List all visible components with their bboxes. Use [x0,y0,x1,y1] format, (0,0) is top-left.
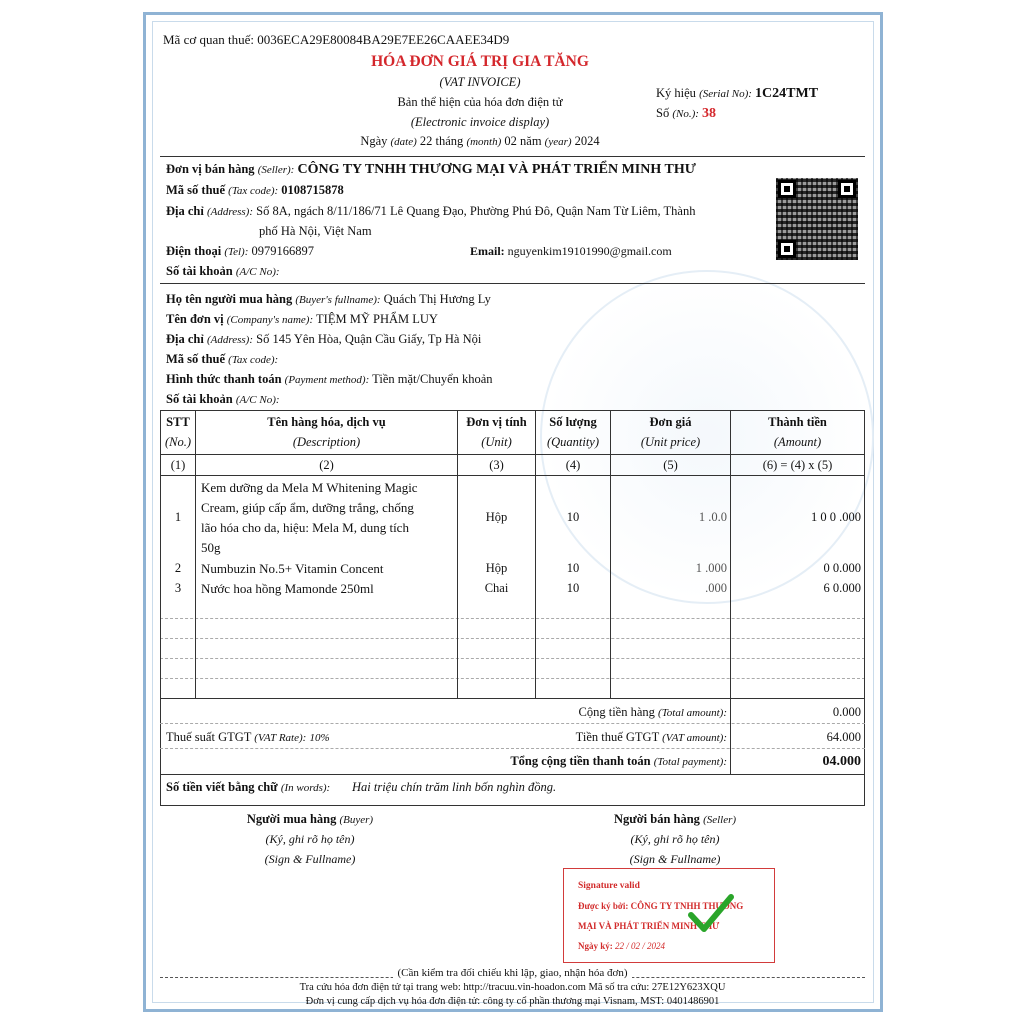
seller-tax-row [166,182,344,199]
row1-amount: 1 0 0 .000 [811,510,861,524]
seller-email-row [470,243,672,259]
buyer-fullname-label: Họ tên người mua hàng [166,292,293,306]
amount-in-words: Hai triệu chín trăm linh bốn nghìn đồng. [352,780,557,794]
vat-amount-label-row [420,728,727,748]
invoice-number-label: Số [656,106,670,120]
header-unit-price: Đơn giá [649,415,692,429]
empty-row-line [160,658,865,659]
date-day: 22 [419,134,433,148]
seller-email-label: Email: [470,244,505,258]
row3-unit-price: .000 [705,581,727,595]
seller-name-label-en: (Seller): [257,164,295,176]
qr-code [776,178,858,260]
buyer-tax-label-en: (Tax code): [228,354,279,366]
grand-total-label-en: (Total payment): [653,756,727,768]
empty-row-line [160,618,865,619]
display-note: Bản thể hiện của hóa đơn điện tử [397,95,563,109]
date-month-label-en: (month) [466,136,502,148]
header-description: Tên hàng hóa, dịch vụ [267,415,386,429]
grand-total-label: Tổng cộng tiền thanh toán [510,754,651,768]
divider [160,156,865,157]
buyer-sign-note: (Ký, ghi rõ họ tên) [265,832,355,846]
header-quantity-en: (Quantity) [546,435,600,449]
buyer-tax-label: Mã số thuế [166,352,226,366]
invoice-title-en: (VAT INVOICE) [439,75,521,89]
buyer-address-row [166,331,481,348]
row3-unit: Chai [484,581,509,595]
vat-amount-value: 64.000 [826,730,861,744]
seller-name: CÔNG TY TNHH THƯƠNG MẠI VÀ PHÁT TRIỂN MINH THƯ [297,162,696,177]
header-no-en: (No.) [164,435,192,449]
header-amount-en: (Amount) [773,435,822,449]
row3-description: Nước hoa hồng Mamonde 250ml [201,581,374,596]
row1-quantity: 10 [566,510,580,524]
words-bottom [160,805,865,806]
totals-line [160,748,865,749]
buyer-payment: Tiền mặt/Chuyển khoản [372,372,493,386]
buyer-tax-row [166,351,278,368]
invoice-number-row [656,105,716,122]
amount-in-words-label-en: (In words): [280,782,331,794]
row3-no: 3 [174,581,182,595]
row1-description-line2: Cream, giúp cấp ẩm, dưỡng trắng, chống [201,500,414,515]
signed-date-label: Ngày ký: [578,941,613,951]
buyer-account-row [166,391,280,408]
checkmark-icon [688,893,734,933]
table-body-bottom [160,698,865,699]
seller-tax-label: Mã số thuế [166,183,226,197]
footer-check-note: (Cần kiểm tra đối chiếu khi lập, giao, nhận hóa đơn) [160,965,865,981]
footer-provider: Đơn vị cung cấp dịch vụ hóa đơn điện tử: công ty cổ phần thương mại Visnam, MST: 0401486901 [305,996,720,1007]
row2-unit: Hộp [485,561,508,575]
totals-line [160,723,865,724]
amount-in-words-row [166,778,330,798]
seller-address-label-en: (Address): [206,206,254,218]
buyer-payment-label-en: (Payment method): [284,374,370,386]
seller-name-row [166,161,696,178]
header-no-num: (1) [170,458,186,472]
vat-amount-label-en: (VAT amount): [662,732,727,744]
col-divider [535,410,536,698]
seller-name-label: Đơn vị bán hàng [166,162,255,176]
buyer-payment-row [166,371,493,388]
tax-authority-code: Mã cơ quan thuế: 0036ECA29E80084BA29E7EE26CAAEE34D9 [163,32,510,47]
invoice-title: HÓA ĐƠN GIÁ TRỊ GIA TĂNG [371,53,589,70]
row2-quantity: 10 [566,561,580,575]
divider [160,283,865,284]
empty-row-line [160,678,865,679]
subtotal-value: 0.000 [832,705,861,719]
serial-label-en: (Serial No): [699,88,752,100]
header-no: STT [166,415,190,429]
subtotal-label-en: (Total amount): [658,707,727,719]
totals-bottom [160,774,865,775]
footer-lookup: Tra cứu hóa đơn điện tử tại trang web: http://tracuu.vin-hoadon.com Mã số tra cứu: 27E12Y623XQU [299,982,726,993]
seller-sign-title-en: (Seller) [703,814,737,826]
seller-sign-title-row [585,811,765,828]
buyer-account-label-en: (A/C No): [235,394,280,406]
buyer-company-label-en: (Company's name): [226,314,314,326]
header-description-en: (Description) [292,435,361,449]
row2-no: 2 [174,561,182,575]
buyer-address-label-en: (Address): [206,334,254,346]
row1-unit: Hộp [485,510,508,524]
header-amount: Thành tiền [768,415,827,429]
header-quantity: Số lượng [549,415,597,429]
serial-value: 1C24TMT [755,86,819,101]
buyer-company: TIỆM MỸ PHẨM LUY [316,312,438,326]
signed-by-line1: Được ký bởi: CÔNG TY TNHH THƯƠNG [578,901,744,911]
table-right-border [864,410,865,806]
seller-sign-note-en: (Sign & Fullname) [629,852,721,866]
col-divider [610,410,611,698]
seller-phone-row [166,243,314,260]
table-top-border [160,410,865,411]
date-month: 02 [504,134,517,148]
seller-address-line1: Số 8A, ngách 8/11/186/71 Lê Quang Đạo, Phường Phú Đô, Quận Nam Từ Liêm, Thành [256,204,696,218]
table-header-divider [160,454,865,455]
display-note-en: (Electronic invoice display) [410,115,550,129]
buyer-fullname: Quách Thị Hương Ly [383,292,491,306]
header-unit-en: (Unit) [481,435,512,449]
header-amount-num: (6) = (4) x (5) [762,458,833,472]
row1-description-line3: lão hóa cho da, hiệu: Mela M, dung tích [201,520,409,535]
header-description-num: (2) [319,458,334,472]
serial-label: Ký hiệu [656,86,696,100]
seller-tax-label-en: (Tax code): [228,185,279,197]
buyer-company-row [166,311,438,328]
grand-total-value: 04.000 [822,754,861,769]
invoice-number: 38 [702,106,717,121]
buyer-company-label: Tên đơn vị [166,312,224,326]
invoice-date [330,133,630,150]
serial-row [656,85,818,102]
buyer-sign-title: Người mua hàng [246,812,337,826]
date-day-label: Ngày [360,134,388,148]
vat-rate-label-en: (VAT Rate): [254,732,307,744]
header-quantity-num: (4) [565,458,581,472]
header-unit-num: (3) [489,458,504,472]
signed-by-line2: MẠI VÀ PHÁT TRIỂN MINH THƯ [578,921,720,931]
table-colnum-divider [160,475,865,476]
row3-amount: 6 0.000 [823,581,861,595]
vat-rate-label: Thuế suất GTGT [166,730,252,744]
seller-sign-title: Người bán hàng [613,812,700,826]
seller-address-row [166,203,695,220]
subtotal-label-row [420,703,727,723]
row1-description-line4: 50g [201,540,221,555]
buyer-sign-note-en: (Sign & Fullname) [264,852,356,866]
date-day-label-en: (date) [390,136,417,148]
buyer-account-label: Số tài khoản [166,392,233,406]
col-divider [195,410,196,698]
invoice-number-label-en: (No.): [672,108,699,120]
row1-unit-price: 1 .0.0 [698,510,727,524]
seller-address-line2: phố Hà Nội, Việt Nam [259,224,372,238]
date-month-label: tháng [435,134,464,148]
seller-phone-label-en: (Tel): [224,246,249,258]
signed-date: 22 / 02 / 2024 [615,941,666,951]
signed-date-row [578,941,665,951]
date-year: 2024 [574,134,600,148]
buyer-address-label: Địa chỉ [166,332,204,346]
amount-in-words-label: Số tiền viết bằng chữ [166,780,278,794]
row2-unit-price: 1 .000 [695,561,727,575]
row2-description: Numbuzin No.5+ Vitamin Concent [201,561,384,576]
row1-description-line1: Kem dưỡng da Mela M Whitening Magic [201,480,418,495]
seller-sign-note: (Ký, ghi rõ họ tên) [630,832,720,846]
vat-rate: 10% [309,732,330,744]
row3-quantity: 10 [566,581,580,595]
header-unit: Đơn vị tính [466,415,527,429]
header-unit-price-en: (Unit price) [640,435,701,449]
buyer-fullname-label-en: (Buyer's fullname): [295,294,381,306]
seller-address-label: Địa chỉ [166,204,204,218]
header-unit-price-num: (5) [663,458,678,472]
buyer-fullname-row [166,291,491,308]
row2-amount: 0 0.000 [823,561,861,575]
seller-email: nguyenkim19101990@gmail.com [507,244,672,258]
buyer-payment-label: Hình thức thanh toán [166,372,282,386]
seller-tax-code: 0108715878 [281,183,344,197]
date-year-label-en: (year) [544,136,572,148]
seller-account-label-en: (A/C No): [235,266,280,278]
signature-valid-title: Signature valid [578,881,640,891]
vat-rate-row [166,728,330,748]
grand-total-label-row [420,752,727,772]
empty-row-line [160,638,865,639]
seller-phone: 0979166897 [251,244,315,258]
seller-phone-label: Điện thoại [166,244,222,258]
buyer-sign-title-row [220,811,400,828]
seller-account-label: Số tài khoản [166,264,233,278]
vat-amount-label: Tiền thuế GTGT [575,730,659,744]
date-year-label: năm [520,134,542,148]
buyer-sign-title-en: (Buyer) [339,814,374,826]
col-divider [457,410,458,698]
buyer-address: Số 145 Yên Hòa, Quận Cầu Giấy, Tp Hà Nội [256,332,482,346]
seller-account-row [166,263,280,280]
row1-no: 1 [174,510,182,524]
subtotal-label: Cộng tiền hàng [578,705,655,719]
